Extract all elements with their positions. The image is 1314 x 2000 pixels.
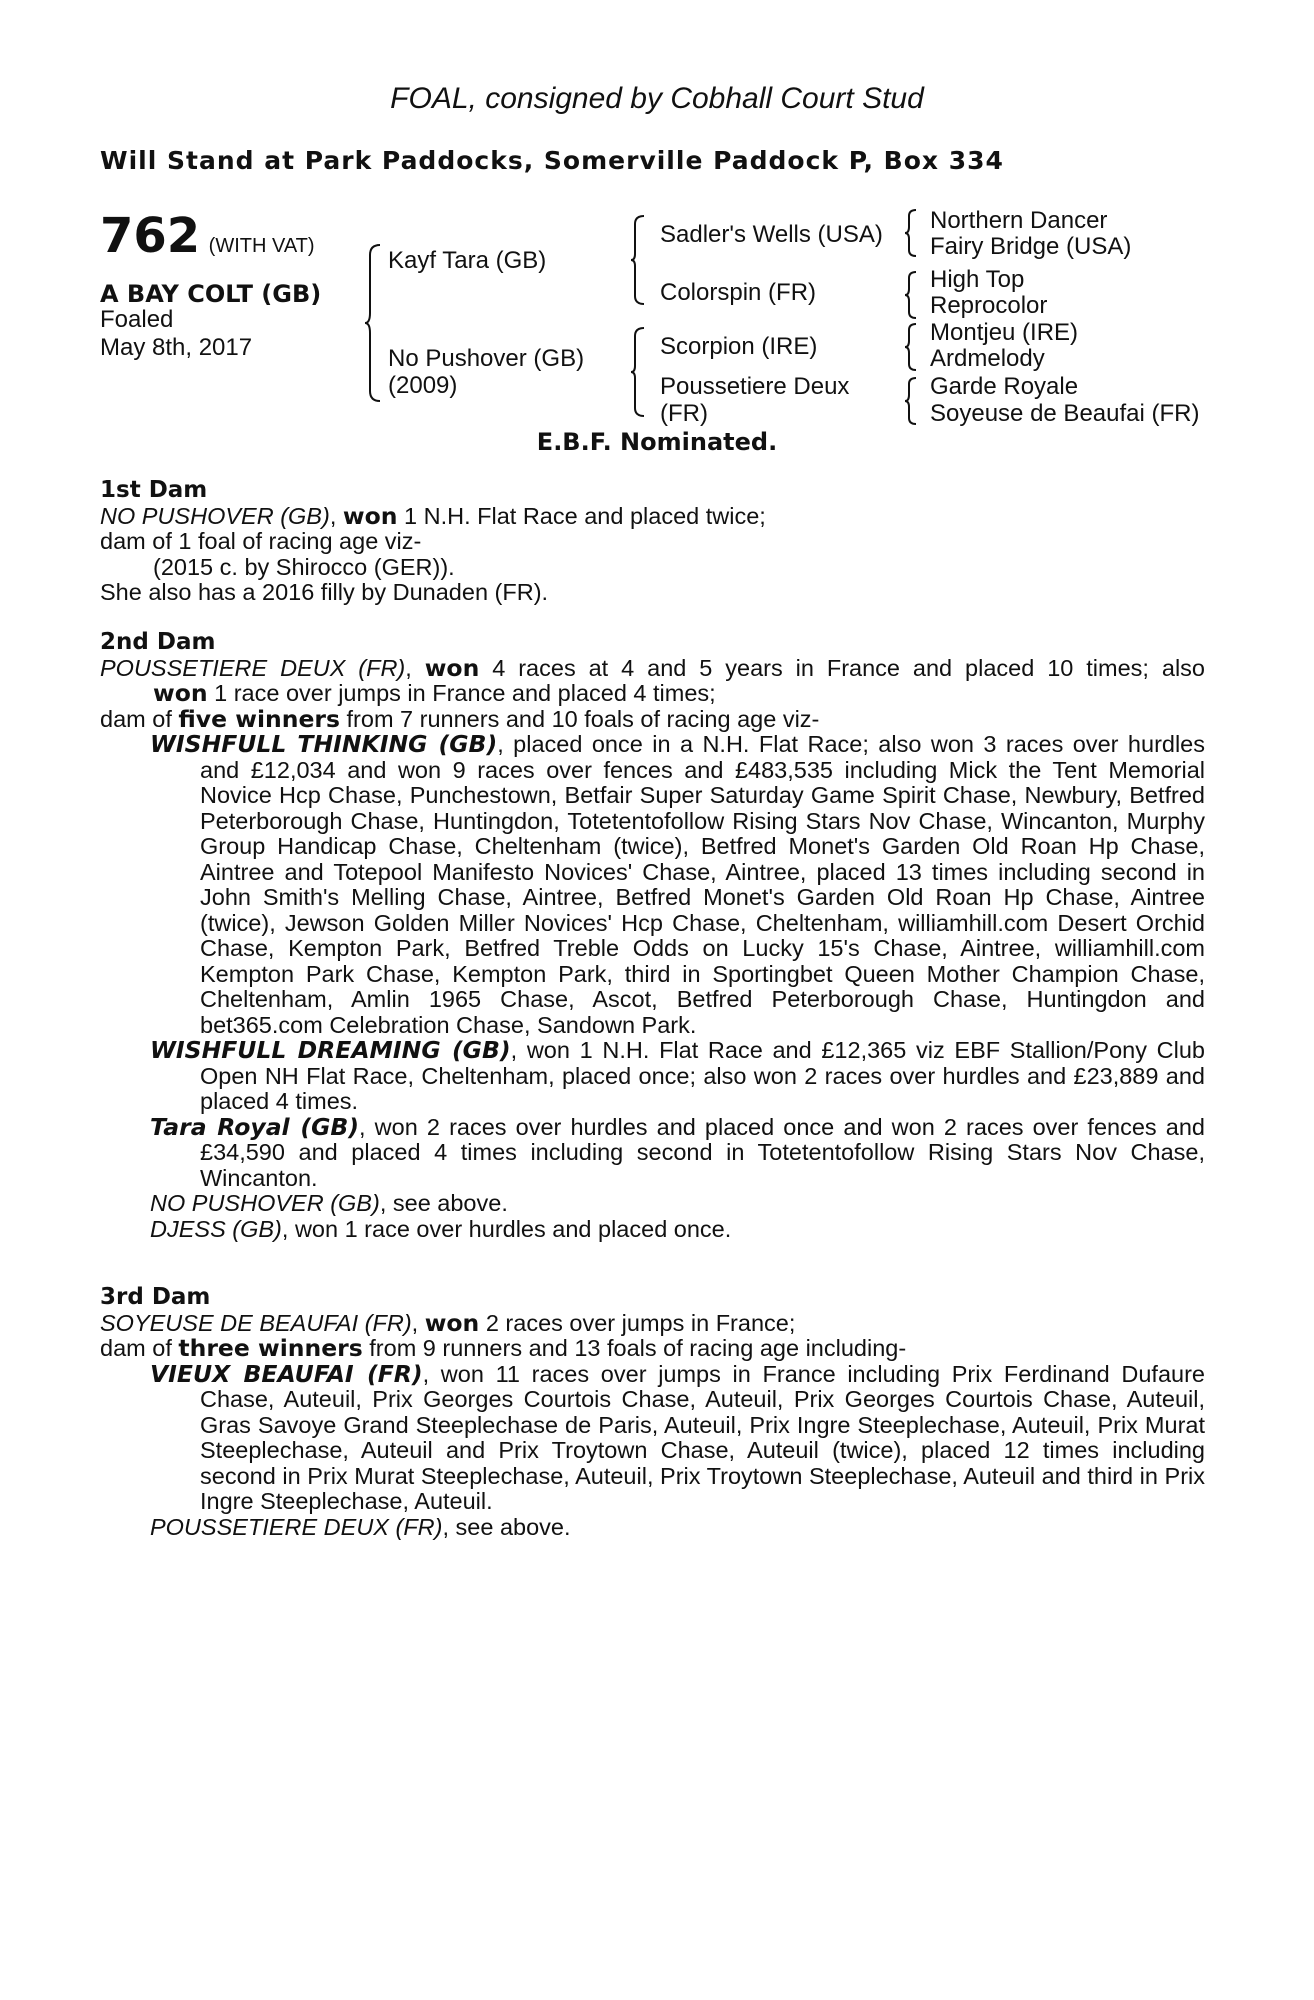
pedigree-dam <box>388 345 584 399</box>
third-dam-section <box>100 1285 1205 1540</box>
third-dam-name: SOYEUSE DE BEAUFAI (FR) <box>100 1309 412 1336</box>
foaled-label: Foaled <box>100 306 174 333</box>
pedigree-dam-dam <box>660 373 849 427</box>
pedigree-brace-main <box>364 243 382 403</box>
offspring-name: WISHFULL THINKING (GB) <box>150 730 498 758</box>
pedigree-sire-dam: Colorspin (FR) <box>660 279 817 306</box>
offspring-name: POUSSETIERE DEUX (FR) <box>150 1513 443 1540</box>
pedigree-ds-dam: Ardmelody <box>930 345 1045 372</box>
pedigree-brace-sd <box>904 270 918 320</box>
first-dam-record: NO PUSHOVER (GB), won 1 N.H. Flat Race and placed twice; <box>100 501 766 530</box>
pedigree-sd-sire: High Top <box>930 266 1025 293</box>
dam-of-text: dam of <box>100 705 179 732</box>
offspring-name: NO PUSHOVER (GB) <box>150 1190 380 1216</box>
offspring-entry <box>100 1359 1205 1515</box>
first-dam-name: NO PUSHOVER (GB) <box>100 502 330 529</box>
second-dam-produce <box>100 704 1205 733</box>
offspring-name: DJESS (GB) <box>150 1215 282 1242</box>
foaled-info <box>100 306 252 362</box>
offspring-record: , see above. <box>442 1513 571 1540</box>
offspring-record: , won 11 races over jumps in France including Prix Ferdinand Dufaure Chase, Auteuil, Prix Georges Courtois Chase, Auteuil, Prix Georges Courtois Chase, Auteuil, Gras Savoye Grand Steeplechase de Paris, Auteuil, Prix Ingre Steeplechase, Auteuil, Prix Murat Steeplechase, Auteuil and Prix Troytown Chase, Auteuil (twice), placed 12 times including second in Prix Murat Steeplechase, Auteuil, Prix Troytown Steeplechase, Auteuil and third in Prix Ingre Steeplechase, Auteuil. <box>200 1360 1205 1514</box>
offspring-record: , won 1 N.H. Flat Race and £12,365 viz EBF Stallion/Pony Club Open NH Flat Race, Cheltenham, placed once; also won 2 races over hurdles and £23,889 and placed 4 times. <box>200 1037 1205 1114</box>
vat-note: (WITH VAT) <box>208 235 315 257</box>
pedigree-dd-sire: Garde Royale <box>930 373 1079 400</box>
offspring-entry <box>100 1112 1205 1192</box>
lot-description: A BAY COLT (GB) <box>100 280 322 308</box>
won-label: won <box>424 653 480 682</box>
pedigree-ss-dam: Fairy Bridge (USA) <box>930 233 1132 260</box>
third-dam-record: SOYEUSE DE BEAUFAI (FR), won 2 races over jumps in France; <box>100 1308 796 1337</box>
pedigree-ss-sire: Northern Dancer <box>930 207 1108 234</box>
pedigree-dam-dam-line1: Poussetiere Deux <box>660 373 850 400</box>
foaled-date: May 8th, 2017 <box>100 334 253 361</box>
third-dam-produce <box>100 1336 1205 1362</box>
offspring-name: WISHFULL DREAMING (GB) <box>150 1036 511 1064</box>
won-label: won <box>342 501 398 530</box>
pedigree-sire: Kayf Tara (GB) <box>388 247 547 274</box>
second-dam-record-2-text: 1 race over jumps in France and placed 4 times; <box>207 680 716 706</box>
first-dam-foal: (2015 c. by Shirocco (GER)). <box>153 553 455 580</box>
first-dam-heading: 1st Dam <box>100 477 208 503</box>
third-dam-record-text: 2 races over jumps in France; <box>479 1309 796 1336</box>
winners-count: five winners <box>178 704 340 733</box>
pedigree-dam-sire: Scorpion (IRE) <box>660 333 818 360</box>
pedigree-dam-year: (2009) <box>388 372 458 399</box>
offspring-entry <box>100 1038 1205 1115</box>
second-dam-heading: 2nd Dam <box>100 629 216 655</box>
pedigree-brace-dam <box>630 326 646 418</box>
pedigree-dam-dam-line2: (FR) <box>660 400 708 427</box>
first-dam-section <box>100 478 1205 606</box>
second-dam-name: POUSSETIERE DEUX (FR) <box>100 654 406 681</box>
offspring-entry <box>100 732 1205 1038</box>
produce-text: from 7 runners and 10 foals of racing age viz- <box>339 705 820 732</box>
offspring-entry <box>100 1191 1205 1217</box>
third-dam-heading: 3rd Dam <box>100 1284 211 1310</box>
second-dam-record: POUSSETIERE DEUX (FR), won 4 races at 4 and 5 years in France and placed 10 times; also <box>100 653 1205 682</box>
dam-of-text: dam of <box>100 1335 179 1361</box>
produce-text: from 9 runners and 13 foals of racing age including- <box>362 1335 907 1361</box>
first-dam-produce: dam of 1 foal of racing age viz- <box>100 528 422 554</box>
won-label: won <box>424 1308 480 1337</box>
pedigree-brace-dd <box>904 376 918 426</box>
offspring-name: Tara Royal (GB) <box>150 1112 360 1141</box>
pedigree-brace-ds <box>904 322 918 372</box>
pedigree-brace-ss <box>904 208 918 258</box>
pedigree-sd-dam: Reprocolor <box>930 292 1048 319</box>
offspring-record: , see above. <box>379 1190 508 1216</box>
lot-number-block <box>100 208 315 264</box>
stand-location: Will Stand at Park Paddocks, Somerville Paddock P, Box 334 <box>100 146 1004 175</box>
first-dam-record-text: 1 N.H. Flat Race and placed twice; <box>397 502 766 529</box>
consignor-line: FOAL, consigned by Cobhall Court Stud <box>390 82 924 115</box>
pedigree-dd-dam: Soyeuse de Beaufai (FR) <box>930 400 1200 427</box>
ebf-nominated: E.B.F. Nominated. <box>536 428 778 456</box>
winners-count: three winners <box>178 1334 363 1362</box>
pedigree-ds-sire: Montjeu (IRE) <box>930 319 1079 346</box>
offspring-record: , won 1 race over hurdles and placed once. <box>281 1215 732 1242</box>
first-dam-note: She also has a 2016 filly by Dunaden (FR). <box>100 579 549 605</box>
pedigree-dam-name: No Pushover (GB) <box>388 345 585 372</box>
offspring-entry <box>100 1515 1205 1541</box>
second-dam-record-text: 4 races at 4 and 5 years in France and placed 10 times; also <box>479 654 1205 681</box>
second-dam-section <box>100 630 1205 1242</box>
lot-number: 762 <box>100 208 201 264</box>
offspring-record: , placed once in a N.H. Flat Race; also won 3 races over hurdles and £12,034 and won 9 races over fences and £483,535 including Mick the Tent Memorial Novice Hcp Chase, Punchestown, Betfair Super Saturday Game Spirit Chase, Newbury, Betfred Peterborough Chase, Huntingdon, Totetentofollow Rising Stars Nov Chase, Wincanton, Murphy Group Handicap Chase, Cheltenham (twice), Betfred Monet's Garden Old Roan Hp Chase, Aintree and Totepool Manifesto Novices' Chase, Aintree, placed 13 times including second in John Smith's Melling Chase, Aintree, Betfred Monet's Garden Old Roan Hp Chase, Aintree (twice), Jewson Golden Miller Novices' Hcp Chase, Cheltenham, williamhill.com Desert Orchid Chase, Kempton Park, Betfred Treble Odds on Lucky 15's Chase, Aintree, williamhill.com Kempton Park Chase, Kempton Park, third in Sportingbet Queen Mother Champion Chase, Cheltenham, Amlin 1965 Chase, Ascot, Betfred Peterborough Chase, Huntingdon and bet365.com Celebration Chase, Sandown Park. <box>200 731 1206 1038</box>
pedigree-sire-sire: Sadler's Wells (USA) <box>660 221 883 248</box>
pedigree-brace-sire <box>630 214 646 306</box>
offspring-entry <box>100 1217 1205 1243</box>
offspring-name: VIEUX BEAUFAI (FR) <box>150 1359 423 1388</box>
offspring-record: , won 2 races over hurdles and placed once and won 2 races over fences and £34,590 and placed 4 times including second in Totetentofollow Rising Stars Nov Chase, Wincanton. <box>200 1113 1205 1191</box>
second-dam-record-2 <box>100 681 1205 707</box>
won-label: won <box>153 679 208 707</box>
